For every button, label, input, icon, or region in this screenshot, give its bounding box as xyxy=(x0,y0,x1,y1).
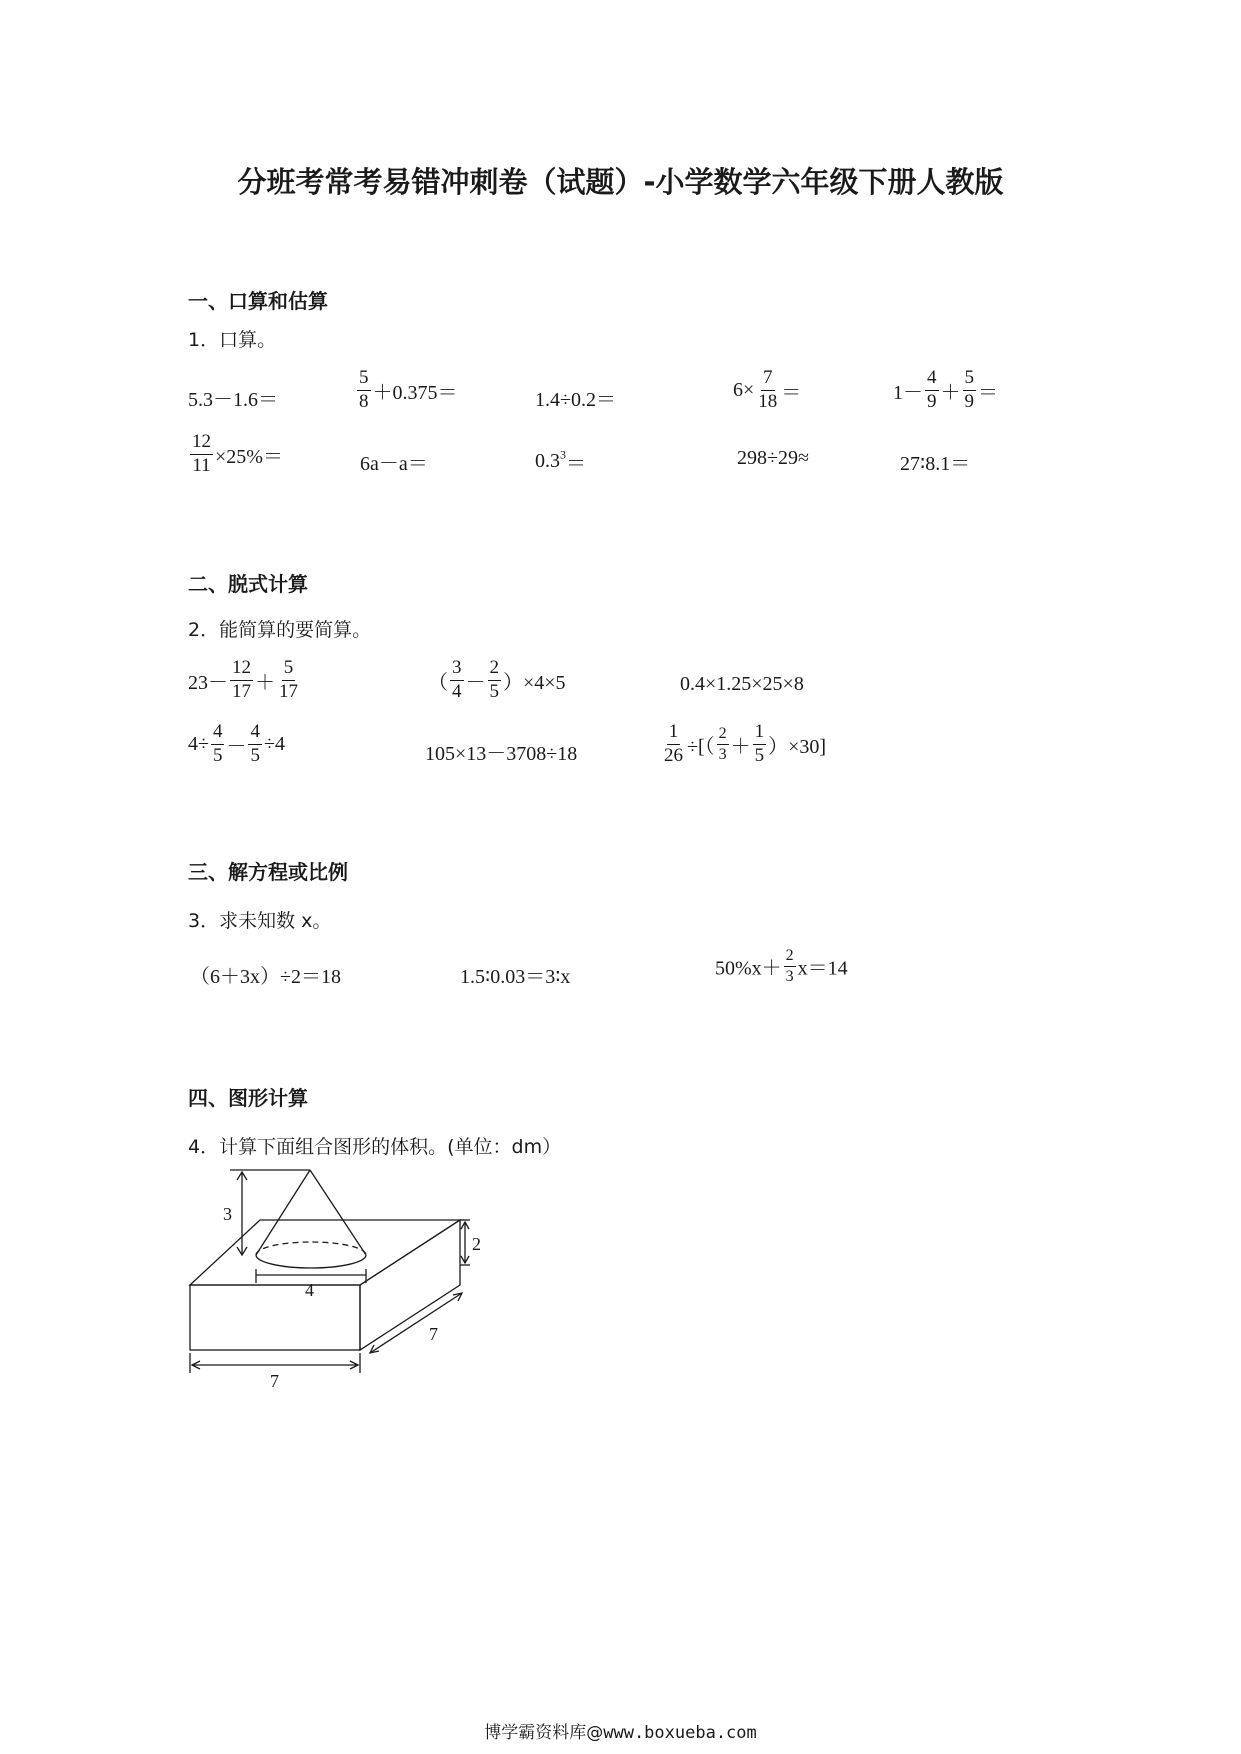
question-2: 2．能简算的要简算。 xyxy=(188,619,372,641)
calc-expr-4: 4÷ $\frac{4}{5}$ － $\frac{4}{5}$ ÷4 xyxy=(188,721,285,766)
oral-expr-4: 6× $\frac{7}{18}$ ＝ xyxy=(733,367,802,412)
oral-expr-3: 1.4÷0.2＝ xyxy=(535,389,616,411)
page-title: 分班考常考易错冲刺卷（试题）-小学数学六年级下册人教版 xyxy=(237,165,1004,199)
cone-right-edge xyxy=(310,1170,366,1255)
oral-expr-9: 298÷29≈ xyxy=(737,447,809,469)
calc-expr-5: 105×13－3708÷18 xyxy=(425,743,578,765)
calc-expr-2: （ $\frac{3}{4}$ － $\frac{2}{5}$ ）×4×5 xyxy=(428,657,566,702)
equation-2: 1.5∶0.03＝3∶x xyxy=(460,966,571,988)
depth-arrow xyxy=(370,1293,462,1353)
cone-left-edge xyxy=(256,1170,310,1255)
oral-expr-1: 5.3－1.6＝ xyxy=(188,389,278,411)
section-heading-geometry: 四、图形计算 xyxy=(188,1086,308,1110)
diameter-label: 4 xyxy=(305,1280,314,1300)
box-front-face xyxy=(190,1285,360,1350)
box-right-face xyxy=(360,1220,460,1350)
question-1: 1．口算。 xyxy=(188,329,277,351)
composite-solid-figure xyxy=(170,1165,490,1390)
footer-text: 博学霸资料库@ xyxy=(484,1723,604,1743)
cone-base-back xyxy=(256,1242,366,1255)
section-heading-calc: 二、脱式计算 xyxy=(188,572,308,596)
oral-expr-5: 1－ $\frac{4}{9}$ ＋ $\frac{5}{9}$ ＝ xyxy=(893,367,998,412)
oral-expr-6: $\frac{12}{11}$ ×25%＝ xyxy=(192,431,283,476)
oral-expr-10: 27∶8.1＝ xyxy=(900,453,971,475)
cone-height-label: 3 xyxy=(223,1204,232,1224)
footer-url[interactable]: www.boxueba.com xyxy=(603,1723,757,1743)
depth-label: 7 xyxy=(429,1324,438,1344)
calc-expr-3: 0.4×1.25×25×8 xyxy=(680,673,804,695)
calc-expr-1: 23－ $\frac{12}{17}$ ＋ $\frac{5}{17}$ xyxy=(188,657,298,702)
question-3: 3．求未知数 x。 xyxy=(188,910,332,932)
equation-1: （6＋3x）÷2＝18 xyxy=(190,966,341,988)
equation-3: 50%x＋ $\frac{2}{3}$ x＝14 xyxy=(715,947,848,985)
question-4: 4．计算下面组合图形的体积。(单位：dm） xyxy=(188,1136,562,1158)
oral-expr-7: 6a－a＝ xyxy=(360,453,428,475)
width-label: 7 xyxy=(270,1371,279,1390)
oral-expr-2: $\frac{5}{8}$ ＋0.375＝ xyxy=(359,367,458,412)
cone-base-front xyxy=(256,1255,366,1268)
calc-expr-6: $\frac{1}{26}$ ÷[（ $\frac{2}{3}$ ＋ $\frac{1}{5}$ ）×30] xyxy=(664,721,827,766)
section-heading-equations: 三、解方程或比例 xyxy=(188,860,348,884)
oral-expr-8: $0.3^3=$ xyxy=(535,447,586,475)
footer-watermark xyxy=(0,1718,1241,1743)
box-height-label: 2 xyxy=(472,1234,481,1254)
section-heading-oral: 一、口算和估算 xyxy=(188,289,328,313)
